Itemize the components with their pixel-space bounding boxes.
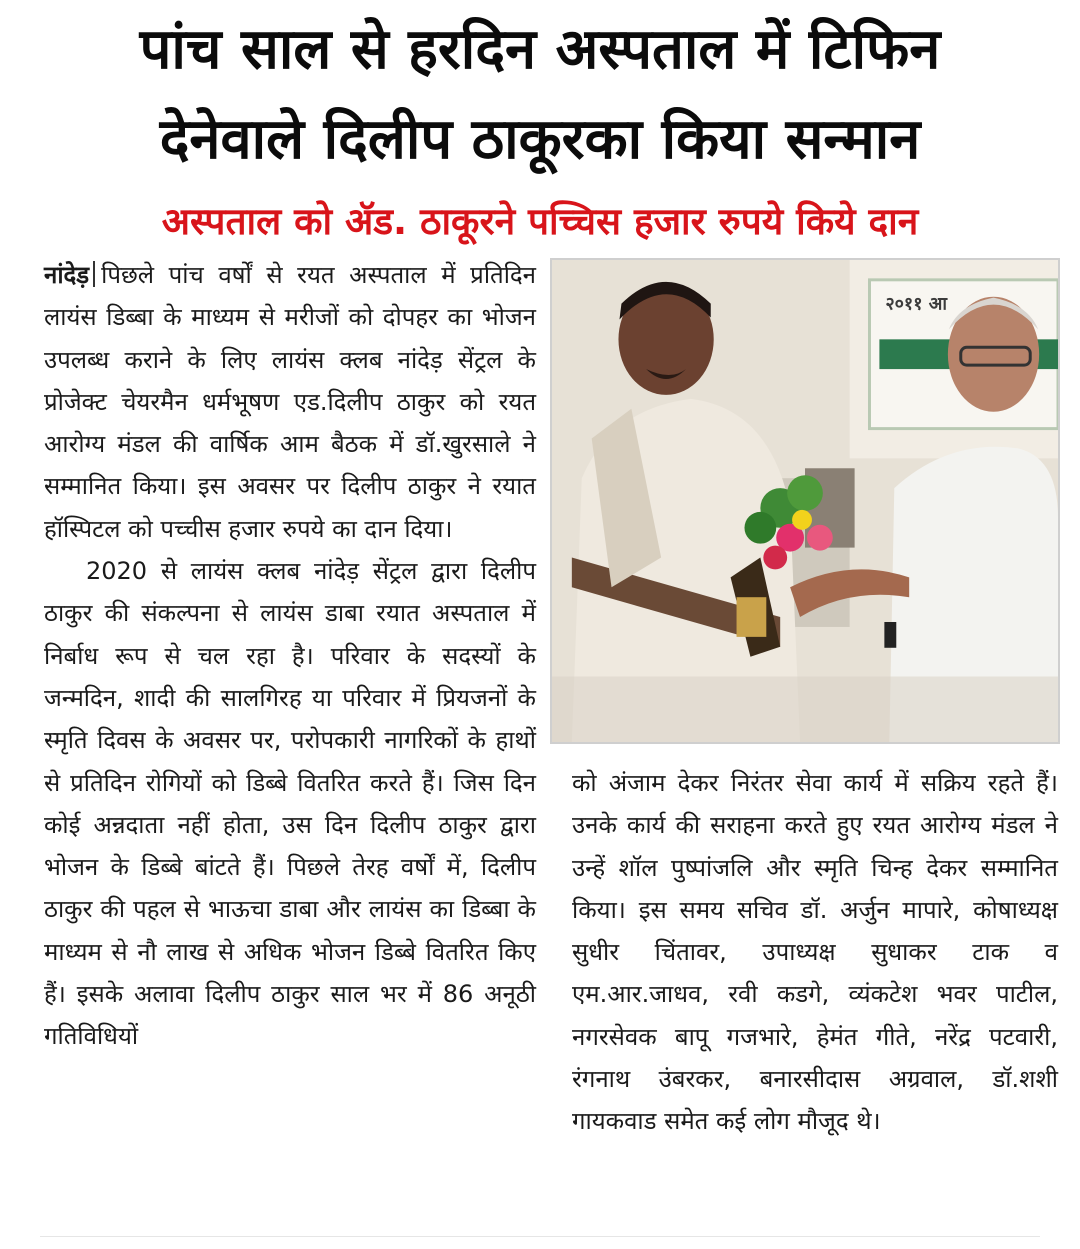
news-photo	[550, 258, 1060, 744]
headline-line-1: पांच साल से हरदिन अस्पताल में टिफिन	[139, 17, 941, 82]
article-paragraph-1	[44, 254, 536, 550]
dateline-separator	[93, 261, 95, 287]
headline-line-2: देनेवाले दिलीप ठाकूरका किया सन्मान	[159, 107, 921, 172]
bottom-divider	[40, 1236, 1040, 1237]
dateline: नांदेड़	[44, 261, 90, 289]
paragraph-1-text: पिछले पांच वर्षों से रयत अस्पताल में प्रतिदिन लायंस डिब्बा के माध्यम से मरीजों को दोपहर का भोजन उपलब्ध कराने के लिए लायंस क्लब नांदेड़ सेंट्रल के प्रोजेक्ट चेयरमैन धर्मभूषण एड.दिलीप ठाकुर को रयत आरोग्य मंडल की वार्षिक आम बैठक में डॉ.खुरसाले ने सम्मानित किया। इस अवसर पर दिलीप ठाकुर ने रयात हॉस्पिटल को पच्चीस हजार रुपये का दान दिया।	[44, 261, 536, 543]
felicitation-photo-illustration	[552, 260, 1058, 742]
banner-text: २०११ आ	[885, 293, 947, 315]
subheadline: अस्पताल को ॲड. ठाकूरने पच्चिस हजार रुपये किये दान	[161, 200, 919, 243]
article-paragraph-2: 2020 से लायंस क्लब नांदेड़ सेंट्रल द्वारा दिलीप ठाकुर की संकल्पना से लायंस डाबा रयात अस्पताल में निर्बाध रूप से चल रहा है। परिवार के सदस्यों के जन्मदिन, शादी की सालगिरह या परिवार में प्रियजनों के स्मृति दिवस के अवसर पर, परोपकारी नागरिकों के हाथों से प्रतिदिन रोगियों को डिब्बे वितरित करते हैं। जिस दिन कोई अन्नदाता नहीं होता, उस दिन दिलीप ठाकुर द्वारा भोजन के डिब्बे बांटते हैं। पिछले तेरह वर्षों में, दिलीप ठाकुर की पहल से भाऊचा डाबा और लायंस का डिब्बा के माध्यम से नौ लाख से अधिक भोजन डिब्बे वितरित किए हैं। इसके अलावा दिलीप ठाकुर साल भर में 86 अनूठी गतिविधियों	[44, 557, 536, 1051]
article-column-left	[44, 254, 536, 1058]
article-paragraph-2-continued: को अंजाम देकर निरंतर सेवा कार्य में सक्रिय रहते हैं। उनके कार्य की सराहना करते हुए रयत आरोग्य मंडल ने उन्हें शॉल पुष्पांजलि और स्मृति चिन्ह देकर सम्मानित किया। इस समय सचिव डॉ. अर्जुन मापारे, कोषाध्यक्ष सुधीर चिंतावर, उपाध्यक्ष सुधाकर टाक व एम.आर.जाधव, रवी कडगे, व्यंकटेश भवर पाटील, नगरसेवक बापू गजभारे, हेमंत गीते, नरेंद्र पटवारी, रंगनाथ उंबरकर, बनारसीदास अग्रवाल, डॉ.शशी गायकवाड समेत कई लोग मौजूद थे।	[572, 769, 1058, 1136]
article-column-right	[572, 762, 1058, 1143]
